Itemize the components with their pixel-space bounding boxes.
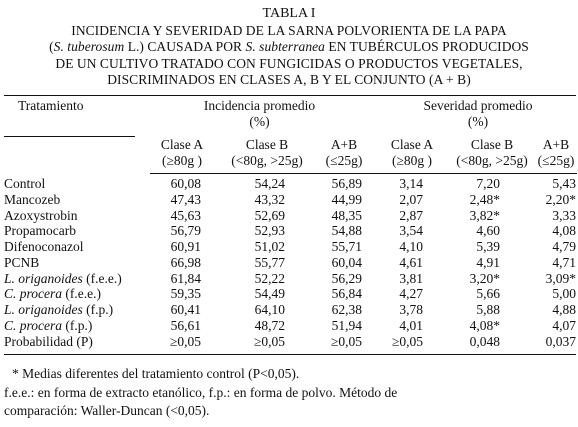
species-host: S. tuberosum: [53, 39, 125, 54]
row-label: L. origanoides (f.p.): [4, 302, 114, 317]
cell-sab: 0,037: [545, 333, 576, 349]
cell-iab: 56,89: [331, 176, 362, 191]
row-label: Probabilidad (P): [4, 333, 93, 349]
cell-sab: 3,09*: [545, 270, 576, 286]
cell-sa: 3,78: [399, 302, 423, 317]
cell-iab: 44,99: [331, 191, 362, 207]
cell-sa: 3,14: [399, 176, 423, 191]
cell-sa: 2,87: [399, 207, 423, 223]
row-label: PCNB: [4, 254, 40, 270]
cell-sab: 4,79: [552, 239, 576, 254]
cell-iab: 54,88: [331, 223, 362, 239]
cell-ib: 52,22: [254, 270, 285, 286]
title-line-1: INCIDENCIA Y SEVERIDAD DE LA SARNA POLVORIENTA DE LA PAPA: [71, 22, 507, 38]
header-incidence-ab: A+B (≤25g): [325, 137, 363, 168]
table-top-rule: [4, 95, 576, 96]
cell-ib: 64,10: [254, 302, 285, 317]
cell-sb: 4,08*: [469, 317, 500, 333]
cell-sab: 2,20*: [545, 191, 576, 207]
table-bottom-rule: [4, 354, 576, 355]
cell-sa: 4,01: [399, 317, 423, 333]
cell-sb: 7,20: [476, 176, 500, 191]
species-pathogen: S. subterranea: [245, 39, 325, 54]
cell-ia: 60,91: [170, 239, 201, 254]
cell-iab: 51,94: [331, 317, 362, 333]
cell-sb: 4,60: [476, 223, 500, 239]
treatment-underline: [4, 136, 135, 137]
header-bottom-rule: [150, 173, 577, 174]
cell-sab: 5,43: [552, 176, 576, 191]
table-label: TABLA I: [262, 6, 316, 21]
row-label: Difenoconazol: [4, 239, 84, 254]
row-label: L. origanoides (f.e.e.): [4, 270, 122, 286]
cell-sb: 2,48*: [469, 191, 500, 207]
header-incidence: Incidencia promedio (%): [203, 98, 316, 129]
cell-sa: 3,81: [399, 270, 423, 286]
header-incidence-class-b: Clase B (<80g, >25g): [231, 137, 303, 168]
header-severity-ab: A+B (≤25g): [537, 137, 575, 168]
cell-ia: 60,41: [170, 302, 201, 317]
cell-ib: 52,93: [254, 223, 285, 239]
cell-sb: 5,66: [476, 286, 500, 302]
row-label: Azoxystrobin: [4, 207, 78, 223]
cell-iab: 62,38: [331, 302, 362, 317]
row-label: Control: [4, 176, 46, 191]
cell-sa: 2,07: [399, 191, 423, 207]
cell-ia: 66,98: [170, 254, 201, 270]
cell-ia: 56,79: [170, 223, 201, 239]
table-footnotes: [4, 365, 572, 421]
table-title: [0, 6, 578, 89]
cell-ia: 60,08: [170, 176, 201, 191]
cell-sa: 4,10: [399, 239, 423, 254]
row-label: Propamocarb: [4, 223, 76, 239]
cell-ia: 56,61: [170, 317, 201, 333]
header-severity: Severidad promedio (%): [423, 98, 533, 129]
cell-ib: 54,49: [254, 286, 285, 302]
footnote-significance: * Medias diferentes del tratamiento control (P<0,05).: [12, 366, 300, 381]
cell-sa: 3,54: [399, 223, 423, 239]
cell-sb: 3,20*: [469, 270, 500, 286]
cell-ib: 52,69: [254, 207, 285, 223]
cell-iab: 48,35: [331, 207, 362, 223]
cell-sa: ≥0,05: [391, 333, 423, 349]
footnote-abbreviations: f.e.e.: en forma de extracto etanólico, f.p.: en forma de polvo. Método de: [4, 384, 398, 400]
cell-sb: 4,91: [476, 254, 500, 270]
cell-sab: 4,88: [552, 302, 576, 317]
title-line-3: DE UN CULTIVO TRATADO CON FUNGICIDAS O PRODUCTOS VEGETALES,: [55, 55, 523, 71]
cell-sab: 4,07: [552, 317, 576, 333]
row-label: C. procera (f.e.e.): [4, 286, 101, 302]
cell-sab: 4,08: [552, 223, 576, 239]
cell-sb: 3,82*: [469, 207, 500, 223]
cell-ia: 59,35: [170, 286, 201, 302]
cell-sb: 0,048: [469, 333, 500, 349]
cell-sab: 5,00: [552, 286, 576, 302]
cell-ib: 55,77: [254, 254, 285, 270]
cell-ib: 51,02: [254, 239, 285, 254]
header-incidence-class-a: Clase A (≥80g ): [160, 137, 204, 168]
cell-ib: 48,72: [254, 317, 285, 333]
cell-ib: ≥0,05: [253, 333, 285, 349]
cell-sa: 4,27: [399, 286, 423, 302]
row-label: Mancozeb: [4, 191, 61, 207]
cell-iab: 56,84: [331, 286, 362, 302]
cell-iab: 56,29: [331, 270, 362, 286]
title-line-4: DISCRIMINADOS EN CLASES A, B Y EL CONJUNTO (A + B): [107, 72, 471, 87]
cell-ib: 43,32: [254, 191, 285, 207]
title-line-2: (S. tuberosum L.) CAUSADA POR S. subterranea EN TUBÉRCULOS PRODUCIDOS: [49, 39, 529, 54]
header-severity-class-a: Clase A (≥80g ): [390, 137, 434, 168]
cell-sa: 4,61: [399, 254, 423, 270]
header-treatment: Tratamiento: [18, 98, 84, 113]
cell-sab: 3,33: [552, 207, 576, 223]
cell-sb: 5,88: [476, 302, 500, 317]
cell-ia: 61,84: [170, 270, 201, 286]
cell-ia: ≥0,05: [169, 333, 201, 349]
cell-sb: 5,39: [476, 239, 500, 254]
cell-ia: 47,43: [170, 191, 201, 207]
cell-ia: 45,63: [170, 207, 201, 223]
cell-sab: 4,71: [552, 254, 576, 270]
cell-iab: 55,71: [331, 239, 362, 254]
cell-ib: 54,24: [254, 176, 285, 191]
footnote-method: comparación: Waller-Duncan (<0,05).: [4, 403, 210, 418]
row-label: C. procera (f.p.): [4, 317, 93, 333]
cell-iab: 60,04: [331, 254, 362, 270]
header-severity-class-b: Clase B (<80g, >25g): [456, 137, 528, 168]
cell-iab: ≥0,05: [330, 333, 362, 349]
